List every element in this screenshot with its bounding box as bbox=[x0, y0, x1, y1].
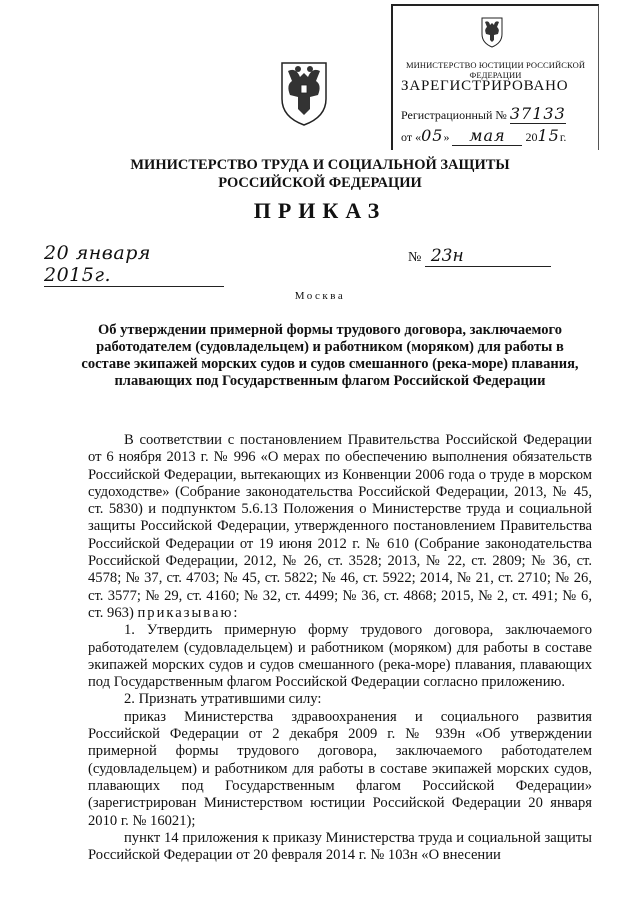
stamp-date-day: 05 bbox=[421, 126, 444, 145]
document-title: Об утверждении примерной формы трудового договора, заключаемого работодателем (судовладельцем) и работником (моряком) для работы в составе экипажей морских судов и судов смешанного (река-море) плавания, плавающих под Государственным флагом Российской Федерации bbox=[81, 322, 579, 389]
ministry-name-line2: РОССИЙСКОЙ ФЕДЕРАЦИИ bbox=[218, 175, 422, 191]
order-date bbox=[44, 242, 224, 287]
item-1-paragraph: 1. Утвердить примерную форму трудового договора, заключаемого работодателем (судовладельцем) и работником (моряком) для работы в составе экипажей морских судов и судов смешанного (река-море) плавания, плавающих под Государственным флагом Российской Федерации согласно приложению. bbox=[88, 622, 592, 691]
order-date-value: 20 января 2015г. bbox=[44, 242, 151, 286]
stamp-date-year-prefix: 20 bbox=[525, 130, 538, 144]
city: Москва bbox=[294, 290, 346, 302]
stamp-reg-label: Регистрационный № bbox=[401, 108, 507, 122]
order-number bbox=[408, 246, 551, 267]
stamp-emblem-icon bbox=[479, 14, 505, 48]
preamble-text: В соответствии с постановлением Правительства Российской Федерации от 6 ноября 2013 г. № 996 «О мерах по обеспечению выполнения обязательств Российской Федерации, вытекающих из Конвенции 2006 года о труде в морском судоходстве» (Собрание законодательства Российской Федерации, 2013, № 45, ст. 5830) и подпунктом 5.6.13 Положения о Министерстве труда и социальной защиты Российской Федерации, утвержденного постановлением Правительства Российской Федерации от 19 июня 2012 г. № 610 (Собрание законодательства Российской Федерации, 2012, № 26, ст. 3528; 2013, № 22, ст. 2809; № 36, ст. 4578; № 37, ст. 4703; № 45, ст. 5822; № 46, ст. 5922; 2014, № 21, ст. 2710; № 26, ст. 3577; № 29, ст. 4160; № 32, ст. 4499; № 36, ст. 4868; 2015, № 2, ст. 491; № 6, ст. 963) bbox=[88, 432, 592, 621]
stamp-reg-number: 37133 bbox=[509, 104, 566, 123]
stamp-registered: ЗАРЕГИСТРИРОВАНО bbox=[401, 78, 569, 94]
stamp-ministry: МИНИСТЕРСТВО ЮСТИЦИИ РОССИЙСКОЙ ФЕДЕРАЦИИ bbox=[405, 60, 586, 80]
stamp-date-prefix: от bbox=[401, 130, 413, 144]
stamp-date-row: от «05» мая 2015г. bbox=[401, 126, 567, 145]
ministry-name-line1: МИНИСТЕРСТВО ТРУДА И СОЦИАЛЬНОЙ ЗАЩИТЫ bbox=[130, 157, 510, 173]
document-type: ПРИКАЗ bbox=[253, 198, 387, 223]
registration-stamp bbox=[391, 4, 599, 150]
order-number-value: 23н bbox=[425, 246, 551, 267]
item-2b-paragraph: пункт 14 приложения к приказу Министерства труда и социальной защиты Российской Федерации от 20 февраля 2014 г. № 103н «О внесении bbox=[88, 829, 592, 864]
stamp-date-month: мая bbox=[452, 126, 522, 146]
stamp-reg-number-row bbox=[401, 104, 566, 124]
order-number-label: № bbox=[408, 250, 422, 265]
document-body bbox=[88, 432, 592, 864]
coat-of-arms-icon bbox=[276, 55, 332, 127]
order-word: приказываю: bbox=[137, 604, 240, 621]
ministry-name bbox=[0, 156, 640, 192]
preamble-paragraph bbox=[88, 432, 592, 622]
item-2a-paragraph: приказ Министерства здравоохранения и социального развития Российской Федерации от 2 декабря 2009 г. № 939н «Об утверждении примерной формы трудового договора, заключаемого работодателем (судовладельцем) и работником для работы в составе экипажей морских судов, плавающих под Государственным флагом Российской Федерации» (зарегистрирован Министерством юстиции Российской Федерации 20 января 2010 г. № 16021); bbox=[88, 708, 592, 829]
stamp-date-year: 15 bbox=[537, 126, 560, 145]
item-2-paragraph: 2. Признать утратившими силу: bbox=[124, 691, 322, 708]
